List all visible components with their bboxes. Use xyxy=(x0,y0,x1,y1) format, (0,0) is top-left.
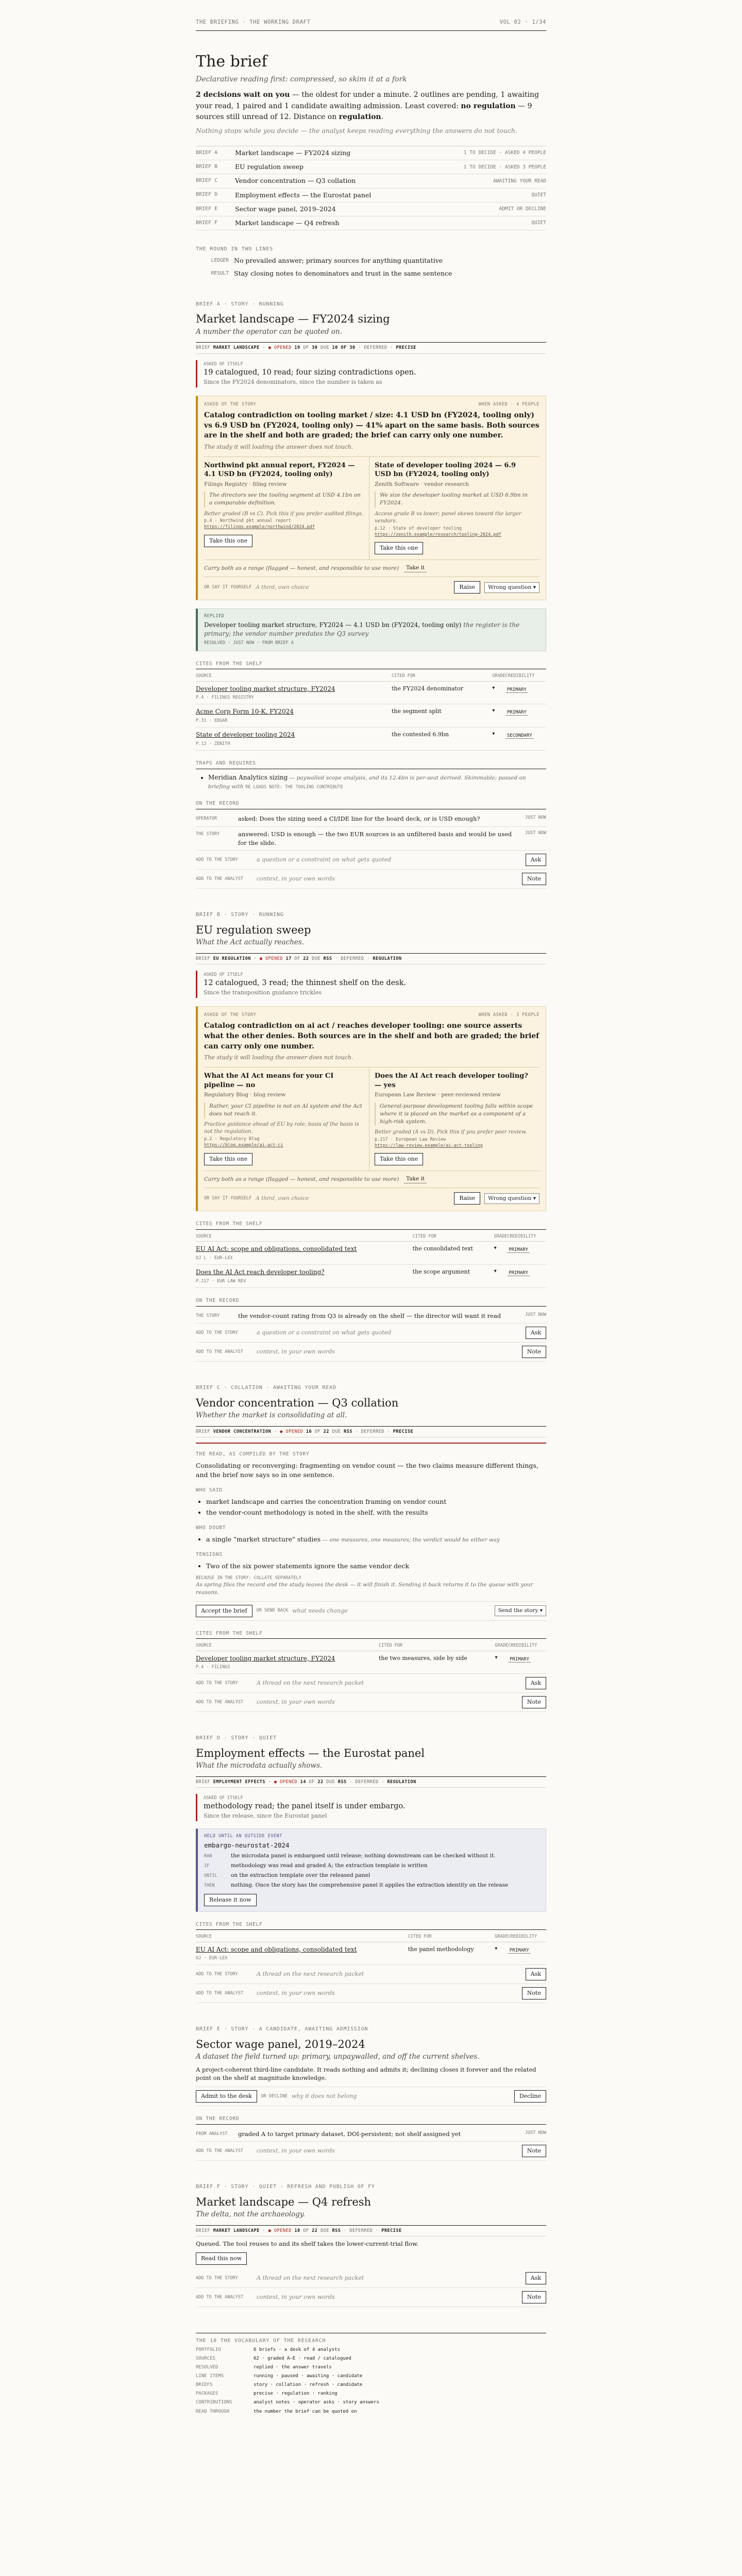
brief-page xyxy=(196,0,546,2451)
table-row[interactable]: EU AI Act: scope and obligations, consolidated text OJ L · EUR-LEX the consolidated text ▾ PRIMARY xyxy=(196,1242,546,1265)
toc-title: Vendor concentration — Q3 collation xyxy=(235,177,356,185)
section-kicker: BRIEF C · COLLATION · AWAITING YOUR READ xyxy=(196,1385,336,1391)
toc-meta: QUIET xyxy=(531,192,546,198)
side-quote: Rather, your CI pipeline is not an AI system and the Act does not reach it. xyxy=(204,1103,364,1118)
ask-story-row: ADD TO THE STORY a question or a constraint on what gets quoted Ask xyxy=(196,1324,546,1343)
candidate-lead: A project-coherent third-line candidate. It reads nothing and admits it; declining closes it forever and the related point on the shelf at magnitude knowledge. xyxy=(196,2065,536,2082)
section-kicker: BRIEF A · STORY · RUNNING xyxy=(196,301,284,307)
section-kicker: BRIEF F · STORY · QUIET · REFRESH AND PUBLISH OF FY xyxy=(196,2184,375,2190)
self-question xyxy=(196,360,546,387)
side-quote: The directors see the tooling segment at USD 4.1bn on a comparable definition. xyxy=(204,492,364,507)
side-source: Regulatory Blog · blog review xyxy=(204,1092,286,1098)
glossary-row: CONTRIBUTIONS analyst notes · operator asks · story answers xyxy=(196,2400,379,2405)
lede-italic: Declarative reading first: compressed, so skim it at a fork xyxy=(196,75,407,83)
ask-button[interactable]: Ask xyxy=(526,854,546,866)
embargo-card xyxy=(196,1828,546,1911)
masthead: THE BRIEFING · THE WORKING DRAFT xyxy=(196,19,311,25)
record-list xyxy=(196,1309,546,1324)
note-analyst-row: ADD TO THE ANALYST context, in your own words Note xyxy=(196,1984,546,2003)
side-link[interactable]: https://blog.example/ai-act-ci xyxy=(204,1143,283,1148)
toc-badge: BRIEF C xyxy=(196,178,218,184)
raise-button[interactable]: Raise xyxy=(454,581,480,594)
contradiction-header xyxy=(204,1012,539,1018)
side-advice: Better graded (B vs C). Pick this if you prefer audited filings. xyxy=(204,511,364,517)
ask-story-row: ADD TO THE STORY A thread on the next research packet Ask xyxy=(196,1674,546,1693)
embargo-row: IF methodology was read and graded A; the extraction template is written xyxy=(204,1862,428,1869)
meta-line xyxy=(196,1776,546,1788)
record-row: THE STORY the vendor-count rating from Q3 is already on the shelf — the director will want it read JUST NOW xyxy=(196,1309,546,1324)
carry-take-it[interactable]: Take it xyxy=(404,1175,427,1183)
embargo-label: HELD UNTIL AN OUTSIDE EVENT xyxy=(204,1834,282,1839)
take-right-button[interactable]: Take this one xyxy=(375,1153,423,1165)
side-quote: We size the developer tooling market at USD 6.9bn in FY2024. xyxy=(375,492,534,507)
tensions-heading: TENSIONS xyxy=(196,1552,223,1557)
table-row[interactable]: Does the AI Act reach developer tooling? P.217 · EUR LAW REV the scope argument ▾ PRIMARY xyxy=(196,1265,546,1288)
section-title: Employment effects — the Eurostat panel xyxy=(196,1747,425,1759)
contradiction-header xyxy=(204,401,539,408)
brief-b xyxy=(196,911,546,1362)
quote-text: 19 catalogued, 10 read; four sizing contradictions open. xyxy=(204,368,416,377)
record-row: FROM ANALYST graded A to target primary dataset, DOI-persistent; not shelf assigned yet JUST NOW xyxy=(196,2127,546,2142)
meta-line xyxy=(196,2225,546,2236)
toc-meta: 1 TO DECIDE · ASKED 4 PEOPLE xyxy=(463,150,546,156)
carry-take-it[interactable]: Take it xyxy=(404,564,427,572)
cites-table xyxy=(196,1232,546,1288)
quote-label: ASKED OF ITSELF xyxy=(204,361,243,367)
meta-line xyxy=(196,953,546,964)
side-source: European Law Review · peer-reviewed review xyxy=(375,1092,501,1098)
round-summary xyxy=(196,246,546,278)
ask-button[interactable]: Ask xyxy=(526,1677,546,1689)
toc-badge: BRIEF E xyxy=(196,206,218,212)
ask-button[interactable]: Ask xyxy=(526,1327,546,1339)
resolution-label: REPLIED xyxy=(204,614,225,619)
brief-f xyxy=(196,2183,546,2307)
contradiction-label: ASKED OF THE STORY xyxy=(204,401,257,407)
round-row xyxy=(196,256,546,265)
toc-title: EU regulation sweep xyxy=(235,163,303,171)
admit-button[interactable]: Admit to the desk xyxy=(196,2090,257,2103)
side-advice: Access grade B vs lower; panel skews toward the larger vendors. xyxy=(375,511,521,524)
meta-line xyxy=(196,1426,546,1437)
note-analyst-input[interactable]: context, in your own words xyxy=(257,2147,335,2155)
collate-label: BECAUSE IN THE STORY: COLLATE SEPARATELY xyxy=(196,1575,301,1581)
toc-row[interactable] xyxy=(196,189,546,202)
section-kicker: BRIEF B · STORY · RUNNING xyxy=(196,912,284,918)
lede-text-2: — 9 sources still unread of 12. Distance on xyxy=(196,101,532,122)
admit-row xyxy=(196,2087,546,2106)
list-item: • Meridian Analytics sizing — paywalled scope analysis, and its 12.4bn is per-seat derived. Skimmable; passed on briefing with RE LOADS NOTE: THE TOOLING CONTRIBUTE xyxy=(208,773,546,791)
cites-heading: CITES FROM THE SHELF xyxy=(196,1921,546,1930)
lede-text: — the oldest for under a minute. 2 outlines are pending, 1 awaiting your read, 1 paired and 1 candidate awaiting admission. Least covered: xyxy=(196,91,539,110)
wrong-question-select[interactable]: Wrong question ▾ xyxy=(484,582,539,593)
side-cite: p.12 · State of developer tooling xyxy=(375,526,462,531)
side-advice: Better graded (A vs D). Pick this if you prefer peer review. xyxy=(375,1129,527,1136)
answer-input[interactable]: A third, own choice xyxy=(256,1195,309,1201)
toc-row[interactable] xyxy=(196,174,546,188)
meta-line xyxy=(196,342,546,353)
side-title: Northwind pkt annual report, FY2024 — 4.1 USD bn (FY2024, tooling only) xyxy=(204,461,355,479)
list-item: • Two of the six power statements ignore the same vendor deck xyxy=(206,1562,546,1571)
toc-badge: BRIEF D xyxy=(196,192,218,198)
decline-button[interactable]: Decline xyxy=(514,2090,546,2103)
toc-title: Market landscape — FY2024 sizing xyxy=(235,149,351,157)
raise-button[interactable]: Raise xyxy=(454,1192,480,1205)
lede-paragraph xyxy=(196,90,546,123)
cites-heading: CITES FROM THE SHELF xyxy=(196,1630,546,1639)
side-left xyxy=(204,457,369,560)
section-subtitle: The delta, not the archaeology. xyxy=(196,2210,306,2219)
cites-heading: CITES FROM THE SHELF xyxy=(196,660,546,670)
contradiction-card xyxy=(196,396,546,601)
ask-button[interactable]: Ask xyxy=(526,1968,546,1980)
note-analyst-row: ADD TO THE ANALYST context, in your own words Note xyxy=(196,2288,546,2307)
glossary xyxy=(196,2333,546,2415)
note-analyst-row: ADD TO THE ANALYST context, in your own words Note xyxy=(196,870,546,889)
toc-meta: AWAITING YOUR READ xyxy=(493,178,546,184)
note-analyst-input[interactable]: context, in your own words xyxy=(257,1699,335,1706)
record-heading: ON THE RECORD xyxy=(196,1297,546,1307)
quote-label: ASKED OF ITSELF xyxy=(204,972,243,977)
traps-heading: TRAPS AND REQUIRES xyxy=(196,760,546,769)
section-subtitle: What the Act actually reaches. xyxy=(196,938,305,947)
section-title: Market landscape — Q4 refresh xyxy=(196,2195,372,2208)
ask-button[interactable]: Ask xyxy=(526,2272,546,2284)
quote-note: Since the transposition guidance trickles xyxy=(204,989,322,996)
glossary-row: RESOLVED replied · the answer travels xyxy=(196,2365,332,2370)
tensions-list xyxy=(196,1562,546,1571)
answer-label: OR SAY IT YOURSELF xyxy=(204,585,252,590)
quote-label: ASKED OF ITSELF xyxy=(204,1795,243,1801)
note-analyst-input[interactable]: context, in your own words xyxy=(257,875,335,883)
side-link[interactable]: https://filings.example/northwind/2024.pdf xyxy=(204,524,315,530)
lede-distance: regulation xyxy=(339,113,381,122)
side-cite: p.217 · European Law Review xyxy=(375,1137,446,1142)
contradiction-label: ASKED OF THE STORY xyxy=(204,1012,257,1018)
take-left-button[interactable]: Take this one xyxy=(204,1153,252,1165)
brief-d xyxy=(196,1735,546,2003)
section-kicker: BRIEF E · STORY · A CANDIDATE, AWAITING ADMISSION xyxy=(196,2026,368,2032)
resolution-card xyxy=(196,608,546,651)
who-said-list xyxy=(196,1497,546,1517)
contradiction-note: The study it will loading the answer does not touch. xyxy=(204,1054,353,1061)
doubt-heading: WHO DOUBT xyxy=(196,1525,226,1531)
embargo-title: embargo-neurostat-2024 xyxy=(204,1841,290,1849)
toc-meta: ADMIT OR DECLINE xyxy=(499,206,546,212)
meta-text: BRIEF EU REGULATION · ● OPENED 17 OF 22 DUE RSS · DEFERRED · REGULATION xyxy=(196,956,402,961)
wrong-question-select[interactable]: Wrong question ▾ xyxy=(484,1193,539,1204)
section-title: Vendor concentration — Q3 collation xyxy=(196,1396,399,1409)
table-row[interactable]: Developer tooling market structure, FY2024 P.4 · FILINGS REGISTRY the FY2024 denominator ▾ PRIMARY xyxy=(196,681,546,704)
ask-story-input[interactable]: a question or a constraint on what gets quoted xyxy=(257,856,392,863)
note-analyst-input[interactable]: context, in your own words xyxy=(257,2293,335,2300)
note-button[interactable]: Note xyxy=(522,1346,546,1358)
side-cite: p.2 · Regulatory Blog xyxy=(204,1136,260,1142)
round-row xyxy=(196,269,546,278)
embargo-row: UNTIL on the extraction template over the released panel xyxy=(204,1872,370,1879)
note-button[interactable]: Note xyxy=(522,2291,546,2303)
cites-table xyxy=(196,671,546,750)
brief-c xyxy=(196,1384,546,1712)
read-heading: THE READ, AS COMPILED BY THE STORY xyxy=(196,1451,310,1457)
carry-text: Carry both as a range (flagged — honest, and responsible to use more) xyxy=(204,1176,399,1182)
cites-header-row: SOURCE CITED FOR GRADE CREDIBILITY xyxy=(196,671,546,681)
toc-title: Employment effects — the Eurostat panel xyxy=(235,191,372,199)
section-title: Sector wage panel, 2019–2024 xyxy=(196,2038,365,2050)
glossary-row: BRIEFS story · collation · refresh · candidate xyxy=(196,2382,363,2388)
note-analyst-row: ADD TO THE ANALYST context, in your own words Note xyxy=(196,2142,546,2161)
glossary-row: LINE ITEMS running · paused · awaiting · candidate xyxy=(196,2374,363,2379)
take-right-button[interactable]: Take this one xyxy=(375,542,423,554)
side-cite: p.4 · Northwind pkt annual report xyxy=(204,518,291,524)
section-kicker: BRIEF D · STORY · QUIET xyxy=(196,1735,277,1741)
answer-label: OR SAY IT YOURSELF xyxy=(204,1196,252,1201)
carry-text: Carry both as a range (flagged — honest, and responsible to use more) xyxy=(204,565,399,571)
round-kicker: THE ROUND IN TWO LINES xyxy=(196,246,274,252)
glossary-row: PACKAGES precise · regulation · ranking xyxy=(196,2391,338,2397)
resolution-meta: RESOLVED · JUST NOW · FROM BRIEF A xyxy=(204,640,294,646)
read-lead: Consolidating or reconverging: fragmenting on vendor count — the two claims measure different things, and the brief now says so in one sentence. xyxy=(196,1461,538,1479)
section-subtitle: What the microdata actually shows. xyxy=(196,1761,323,1770)
embargo-row: RAN the microdata panel is embargoed until release; nothing downstream can be checked without it. xyxy=(204,1852,496,1859)
toc-row[interactable] xyxy=(196,160,546,174)
collate-text: As spring files the record and the study leaves the desk — it will finish it. Sending it back returns it to the queue with your reasons. xyxy=(196,1582,533,1596)
quote-text: 12 catalogued, 3 read; the thinnest shelf on the desk. xyxy=(204,979,407,988)
meta-text: BRIEF MARKET LANDSCAPE · ● OPENED 19 OF 30 DUE 10 OF 30 · DEFERRED · PRECISE xyxy=(196,345,416,351)
section-subtitle: A number the operator can be quoted on. xyxy=(196,327,343,336)
toc-badge: BRIEF B xyxy=(196,164,218,170)
refresh-lead: Queued. The tool reuses to and its shelf takes the lower-current-trial flow. xyxy=(196,2240,419,2248)
section-subtitle: A dataset the field turned up: primary, unpaywalled, and off the current shelves. xyxy=(196,2053,480,2061)
brief-index xyxy=(196,146,546,230)
ask-story-input[interactable]: A thread on the next research packet xyxy=(257,1971,364,1978)
cites-header-row: SOURCE CITED FOR GRADE CREDIBILITY xyxy=(196,1232,546,1242)
carry-both xyxy=(204,1175,539,1183)
glossary-row: SOURCES 62 · graded A–E · read / catalogued xyxy=(196,2356,351,2362)
side-title: Does the AI Act reach developer tooling? — yes xyxy=(375,1072,528,1089)
ask-story-row: ADD TO THE STORY a question or a constraint on what gets quoted Ask xyxy=(196,851,546,870)
cites-heading: CITES FROM THE SHELF xyxy=(196,1221,546,1230)
decline-label: OR DECLINE xyxy=(261,2093,288,2099)
side-title: What the AI Act means for your CI pipeline — no xyxy=(204,1072,334,1089)
ask-story-row: ADD TO THE STORY A thread on the next research packet Ask xyxy=(196,1965,546,1984)
page-counter: VOL 02 · 1/34 xyxy=(499,19,546,25)
meta-text: BRIEF VENDOR CONCENTRATION · ● OPENED 16 OF 22 DUE RSS · DEFERRED · PRECISE xyxy=(196,1429,414,1434)
decline-input[interactable]: why it does not belong xyxy=(291,2093,357,2100)
contradiction-title: Catalog contradiction on ai act / reaches developer tooling: one source asserts what the other denies. Both sources are in the shelf and both are graded; the brief can carry only one number. xyxy=(204,1022,539,1050)
round-value: Stay closing notes to denominators and trust in the same sentence xyxy=(234,269,452,277)
ask-story-row: ADD TO THE STORY A thread on the next research packet Ask xyxy=(196,2269,546,2288)
toc-row[interactable] xyxy=(196,216,546,230)
answer-input[interactable]: A third, own choice xyxy=(256,584,309,590)
collate-note xyxy=(196,1575,546,1597)
send-story-select[interactable]: Send the story ▾ xyxy=(495,1605,546,1616)
toc-row[interactable] xyxy=(196,202,546,216)
traps-list xyxy=(196,773,546,791)
toc-title: Market landscape — Q4 refresh xyxy=(235,218,340,227)
round-key: RESULT xyxy=(211,270,229,276)
glossary-heading: THE 10 THE VOCABULARY OF THE RESEARCH xyxy=(196,2337,326,2344)
embargo-row: THEN nothing. Once the story has the comprehensive panel it applies the extraction identity on the release xyxy=(204,1882,509,1889)
note-button[interactable]: Note xyxy=(522,873,546,885)
table-row[interactable]: EU AI Act: scope and obligations, consolidated text OJ · EUR-LEX the panel methodology ▾ PRIMARY xyxy=(196,1942,546,1965)
accept-brief-button[interactable]: Accept the brief xyxy=(196,1605,252,1617)
contradiction-asked: WHEN ASKED · 4 PEOPLE xyxy=(478,401,539,407)
accept-row xyxy=(196,1601,546,1621)
glossary-row: PORTFOLIO 6 briefs · a desk of 4 analysts xyxy=(196,2347,340,2353)
side-link[interactable]: https://law-review.example/ai-act-tooling xyxy=(375,1143,483,1148)
table-row[interactable]: State of developer tooling 2024 P.12 · ZENITH the contested 6.9bn ▾ SECONDARY xyxy=(196,727,546,751)
side-quote: General-purpose development tooling falls within scope where it is placed on the market as a component of a high-risk system. xyxy=(375,1103,534,1126)
side-link[interactable]: https://zenith.example/research/tooling-2024.pdf xyxy=(375,532,501,537)
glossary-row: READ THROUGH the number the brief can be quoted on xyxy=(196,2409,357,2414)
note-analyst-row: ADD TO THE ANALYST context, in your own words Note xyxy=(196,1693,546,1712)
send-back-input[interactable]: what needs change xyxy=(292,1607,348,1614)
top-bar xyxy=(196,19,546,31)
brief-e xyxy=(196,2026,546,2161)
release-button[interactable]: Release it now xyxy=(204,1894,257,1906)
quote-text: methodology read; the panel itself is under embargo. xyxy=(204,1802,406,1811)
cites-table xyxy=(196,1932,546,1965)
doubt-list xyxy=(196,1535,546,1544)
contradiction-sides xyxy=(204,1067,539,1171)
note-button[interactable]: Note xyxy=(522,1696,546,1708)
side-source: Filings Registry · filing review xyxy=(204,481,287,487)
read-now-button[interactable]: Read this now xyxy=(196,2252,247,2265)
ask-story-input[interactable]: a question or a constraint on what gets quoted xyxy=(257,1329,392,1336)
ask-story-input[interactable]: A thread on the next research packet xyxy=(257,1680,364,1687)
meta-text: BRIEF MARKET LANDSCAPE · ● OPENED 10 OF 22 DUE RSS · DEFERRED · PRECISE xyxy=(196,2228,402,2233)
side-left xyxy=(204,1067,369,1171)
note-button[interactable]: Note xyxy=(522,1987,546,1999)
ask-story-input[interactable]: A thread on the next research packet xyxy=(257,2274,364,2281)
toc-badge: BRIEF F xyxy=(196,219,218,226)
contradiction-title: Catalog contradiction on tooling market / size: 4.1 USD bn (FY2024, tooling only) vs 6.9 USD bn (FY2024, tooling only) — 41% apart on the same basis. Both sources are in the shelf and both are graded; the brief can carry only one number. xyxy=(204,411,539,440)
list-item: • the vendor-count methodology is noted in the shelf, with the results xyxy=(206,1508,546,1517)
brief-a xyxy=(196,301,546,889)
record-row: OPERATOR asked: Does the sizing need a CI/IDE line for the board deck, or is USD enough? JUST NOW xyxy=(196,811,546,827)
lede-note: Nothing stops while you decide — the analyst keeps reading everything the answers do not touch. xyxy=(196,127,517,135)
side-right xyxy=(369,457,539,560)
record-heading: ON THE RECORD xyxy=(196,2115,546,2125)
table-row[interactable]: Acme Corp Form 10-K, FY2024 P.31 · EDGAR the segment split ▾ PRIMARY xyxy=(196,704,546,727)
cites-header-row: SOURCE CITED FOR GRADE CREDIBILITY xyxy=(196,1932,546,1942)
contradiction-note: The study it will loading the answer does not touch. xyxy=(204,443,353,450)
note-analyst-input[interactable]: context, in your own words xyxy=(257,1990,335,1997)
contradiction-asked: WHEN ASKED · 3 PEOPLE xyxy=(478,1012,539,1018)
toc-meta: 1 TO DECIDE · ASKED 3 PEOPLE xyxy=(463,164,546,170)
quote-note: Since the release, since the Eurostat panel xyxy=(204,1812,327,1820)
lede-least: no regulation xyxy=(461,101,516,110)
note-button[interactable]: Note xyxy=(522,2145,546,2157)
side-source: Zenith Software · vendor research xyxy=(375,481,469,487)
round-key: LEDGER xyxy=(211,258,229,264)
toc-meta: QUIET xyxy=(531,220,546,226)
section-title: EU regulation sweep xyxy=(196,923,311,936)
self-question xyxy=(196,1794,546,1821)
contradiction-card xyxy=(196,1006,546,1211)
side-advice: Practice guidance ahead of EU by role; basis of the basis is not the regulation. xyxy=(204,1121,359,1135)
note-analyst-row: ADD TO THE ANALYST context, in your own words Note xyxy=(196,1343,546,1362)
answer-row xyxy=(204,1188,539,1205)
section-subtitle: Whether the market is consolidating at all. xyxy=(196,1411,347,1420)
divider xyxy=(196,1443,546,1444)
contradiction-sides xyxy=(204,456,539,560)
quote-note: Since the FY2024 denominators, since the number is taken as xyxy=(204,378,382,385)
answer-row xyxy=(204,577,539,594)
record-row: THE STORY answered: USD is enough — the two EUR sources is an unfiltered basis and would be used for the slide. JUST NOW xyxy=(196,827,546,851)
self-question xyxy=(196,971,546,998)
side-right xyxy=(369,1067,539,1171)
lede-decisions: 2 decisions wait on you xyxy=(196,91,290,99)
resolution-text: Developer tooling market structure, FY2024 — 4.1 USD bn (FY2024, tooling only) the register is the primary; the vendor number predates the Q3 survey xyxy=(204,621,520,637)
list-item: • a single "market structure" studies — one measures, one measures; the verdict would be either way xyxy=(206,1535,546,1544)
cites-header-row: SOURCE CITED FOR GRADE CREDIBILITY xyxy=(196,1641,546,1651)
toc-title: Sector wage panel, 2019–2024 xyxy=(235,205,336,213)
lede-end: . xyxy=(381,113,384,122)
who-said-heading: WHO SAID xyxy=(196,1487,223,1493)
note-analyst-input[interactable]: context, in your own words xyxy=(257,1348,335,1355)
round-value: No prevailed answer; primary sources for anything quantitative xyxy=(234,257,443,265)
record-heading: ON THE RECORD xyxy=(196,800,546,809)
record-list xyxy=(196,2127,546,2142)
toc-badge: BRIEF A xyxy=(196,150,218,156)
carry-both xyxy=(204,564,539,572)
side-title: State of developer tooling 2024 — 6.9 USD bn (FY2024, tooling only) xyxy=(375,461,516,479)
take-left-button[interactable]: Take this one xyxy=(204,535,252,547)
cites-table xyxy=(196,1641,546,1674)
meta-text: BRIEF EMPLOYMENT EFFECTS · ● OPENED 14 OF 22 DUE RSS · DEFERRED · REGULATION xyxy=(196,1779,416,1785)
send-back-label: OR SEND BACK xyxy=(256,1608,289,1614)
table-row[interactable]: Developer tooling market structure, FY2024 P.4 · FILINGS the two measures, side by side ▾ PRIMARY xyxy=(196,1651,546,1674)
section-title: Market landscape — FY2024 sizing xyxy=(196,313,390,326)
record-list xyxy=(196,811,546,851)
list-item: • market landscape and carries the concentration framing on vendor count xyxy=(206,1497,546,1506)
toc-row[interactable] xyxy=(196,146,546,160)
page-title: The brief xyxy=(196,53,267,71)
